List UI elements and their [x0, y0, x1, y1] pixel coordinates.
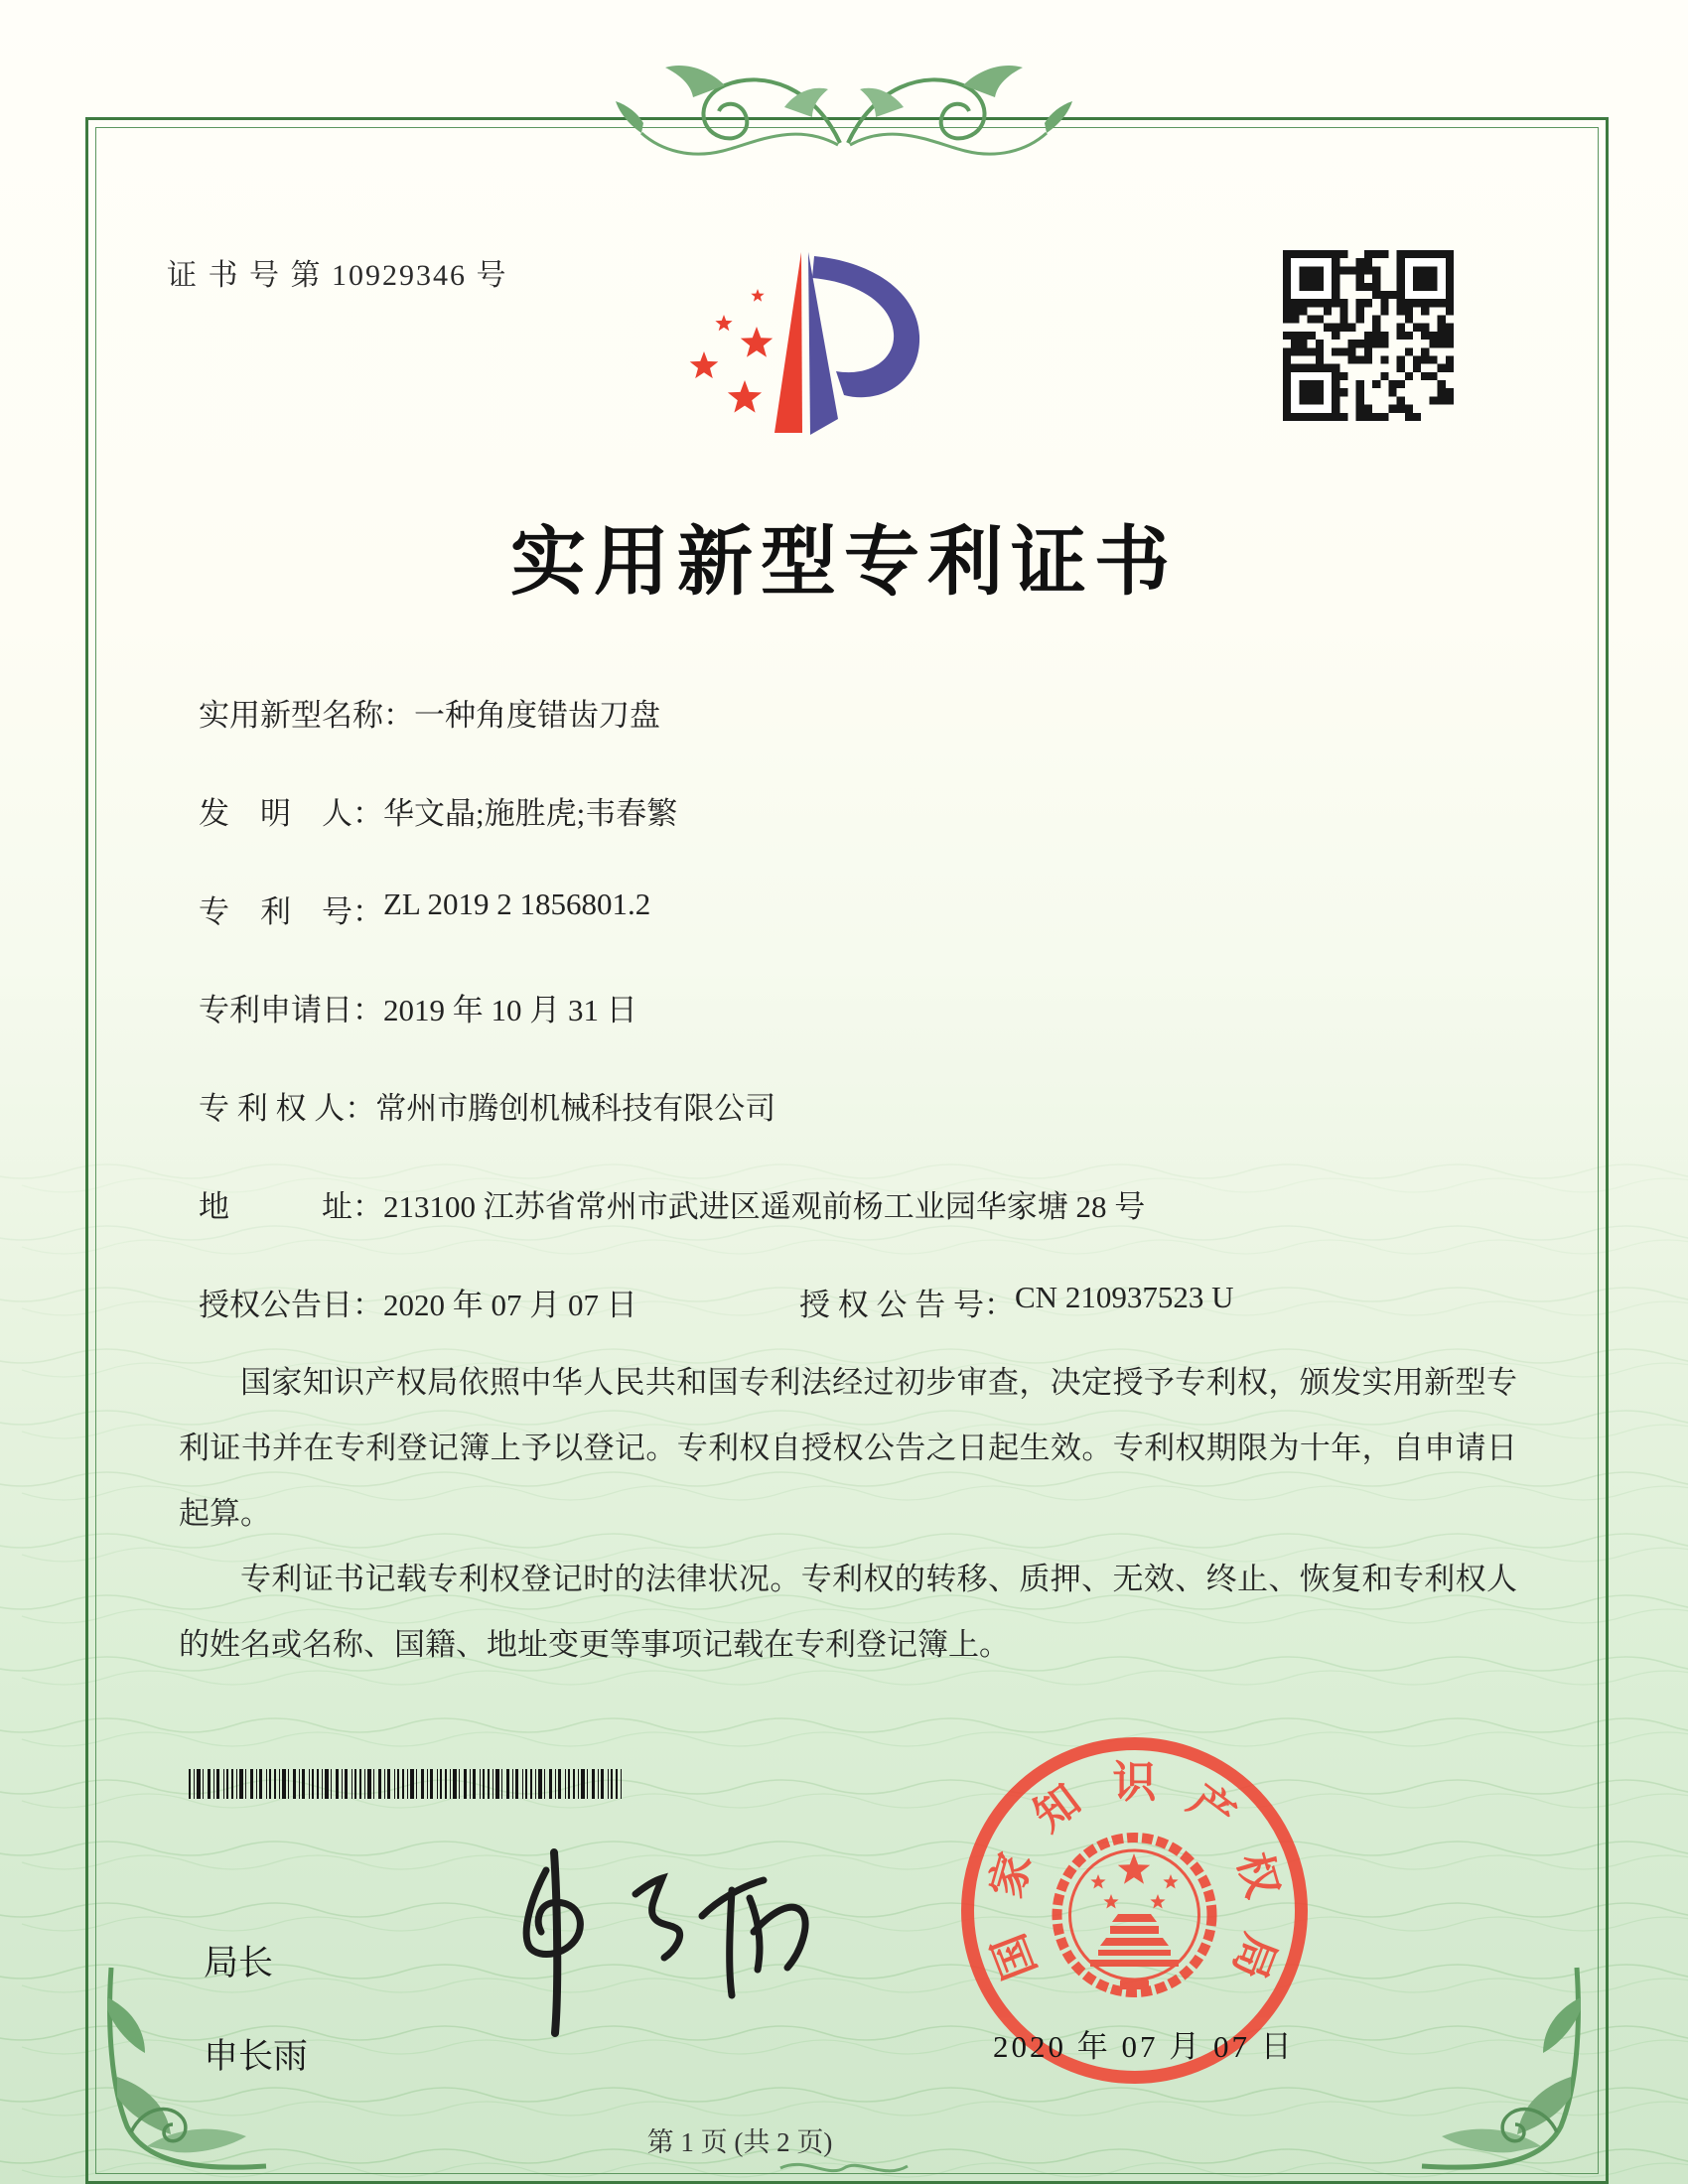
field-label: 专 利 权 人：	[199, 1091, 376, 1126]
field-patentee	[199, 1083, 1519, 1181]
page-number: 第 1 页 (共 2 页)	[646, 2127, 833, 2157]
svg-text:识: 识	[1112, 1758, 1157, 1807]
field-value: ZL 2019 2 1856801.2	[383, 887, 651, 921]
svg-text:产: 产	[1179, 1775, 1244, 1842]
commissioner-name: 申长雨	[204, 2037, 309, 2076]
field-value: 213100 江苏省常州市武进区遥观前杨工业园华家塘 28 号	[383, 1189, 1146, 1224]
field-value: CN 210937523 U	[1015, 1280, 1234, 1314]
top-filigree-ornament-icon	[606, 48, 1082, 182]
field-utility-model-name	[199, 690, 1519, 788]
svg-text:权: 权	[1227, 1847, 1288, 1903]
field-value: 一种角度错齿刀盘	[414, 698, 660, 733]
svg-text:家: 家	[981, 1847, 1042, 1903]
bottom-right-flourish-icon	[1382, 1958, 1601, 2176]
field-label: 授 权 公 告 号：	[799, 1288, 1015, 1322]
commissioner-block	[204, 1914, 308, 2101]
field-grant-number	[799, 1280, 1233, 1324]
legal-paragraph-2: 专利证书记载专利权登记时的法律状况。专利权的转移、质押、无效、终止、恢复和专利权人的姓名或名称、国籍、地址变更等事项记载在专利登记簿上。	[179, 1562, 1517, 1662]
field-address	[199, 1181, 1519, 1280]
field-value: 2019 年 10 月 31 日	[383, 993, 637, 1027]
commissioner-title: 局长	[204, 1944, 274, 1982]
field-label: 专 利 号：	[199, 894, 383, 929]
svg-text:局: 局	[1223, 1927, 1285, 1986]
certificate-fields	[199, 690, 1519, 1378]
svg-text:国: 国	[984, 1927, 1046, 1986]
qr-code	[1283, 250, 1454, 421]
field-filing-date	[199, 985, 1519, 1083]
legal-text	[179, 1350, 1517, 1678]
certificate-title: 实用新型专利证书	[510, 521, 1178, 605]
field-label: 地 址：	[199, 1189, 383, 1224]
field-value: 华文晶;施胜虎;韦春繁	[383, 796, 678, 831]
field-patent-number	[199, 887, 1519, 985]
national-emblem-icon	[1057, 1838, 1212, 1992]
field-value: 2020 年 07 月 07 日	[383, 1288, 637, 1322]
field-label: 实用新型名称：	[199, 698, 414, 733]
field-label: 专利申请日：	[199, 993, 383, 1027]
legal-paragraph-1: 国家知识产权局依照中华人民共和国专利法经过初步审查，决定授予专利权，颁发实用新型专利证书并在专利登记簿上予以登记。专利权自授权公告之日起生效。专利权期限为十年，自申请日起算。	[179, 1365, 1517, 1531]
field-label: 授权公告日：	[199, 1288, 383, 1322]
certificate-number: 证 书 号 第 10929346 号	[167, 259, 508, 292]
field-inventors	[199, 788, 1519, 887]
svg-text:知: 知	[1025, 1775, 1090, 1842]
seal-date: 2020 年 07 月 07 日	[993, 2029, 1295, 2064]
field-label: 发 明 人：	[199, 796, 383, 831]
cnipa-logo-icon	[687, 244, 927, 453]
field-value: 常州市腾创机械科技有限公司	[375, 1091, 776, 1126]
barcode	[189, 1769, 622, 1799]
commissioner-signature-icon	[452, 1837, 819, 2060]
